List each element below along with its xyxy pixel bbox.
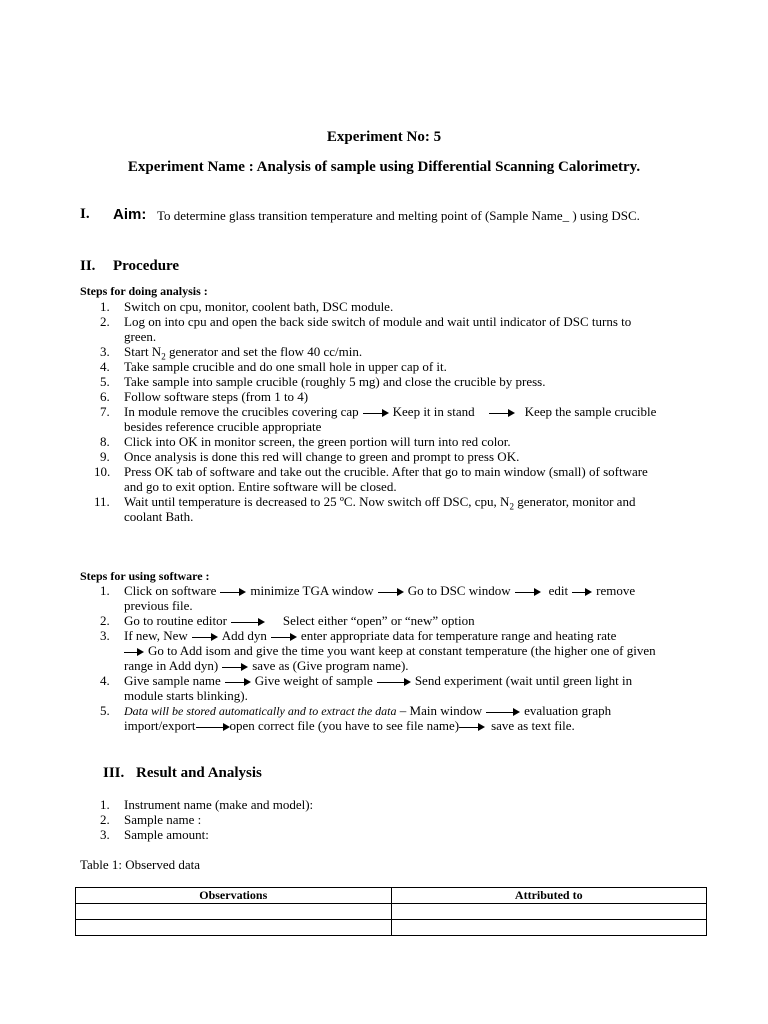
list-number: 5.: [100, 703, 110, 718]
list-number: 11.: [94, 494, 110, 509]
table-cell[interactable]: [76, 904, 392, 920]
analysis-step-6: Follow software steps (from 1 to 4): [124, 389, 309, 404]
software-step-2: [124, 613, 475, 628]
aim-text: To determine glass transition temperature and melting point of (Sample Name_ ) using DSC.: [157, 208, 640, 223]
step-text: Start N: [124, 344, 162, 359]
analysis-step-2: Log on into cpu and open the back side switch of module and wait until indicator of DSC turns to: [124, 314, 632, 329]
step-text: Go to routine editor: [124, 613, 227, 628]
step-text: Wait until temperature is decreased to 25 ºC. Now switch off DSC, cpu, N: [124, 494, 510, 509]
right-arrow-icon: [459, 723, 485, 731]
right-arrow-icon: [124, 648, 144, 656]
right-arrow-icon: [231, 618, 265, 626]
step-text-italic: Data will be stored automatically and to extract the data: [124, 704, 397, 718]
right-arrow-icon: [196, 723, 230, 731]
analysis-step-11-cont: coolant Bath.: [124, 509, 194, 524]
right-arrow-icon: [377, 678, 411, 686]
analysis-step-7: [124, 404, 656, 419]
step-text: enter appropriate data for temperature range and heating rate: [300, 628, 617, 643]
result-item-instrument: Instrument name (make and model):: [124, 797, 314, 812]
analysis-step-2-cont: green.: [124, 329, 157, 344]
software-step-5: [124, 703, 611, 719]
right-arrow-icon: [192, 633, 218, 641]
software-step-4-cont: module starts blinking).: [124, 688, 248, 703]
analysis-heading: Steps for doing analysis :: [80, 284, 208, 298]
right-arrow-icon: [515, 588, 541, 596]
subscript: 2: [161, 351, 166, 362]
list-number: 6.: [100, 389, 110, 404]
step-text: Give sample name: [124, 673, 221, 688]
right-arrow-icon: [378, 588, 404, 596]
step-text: edit: [548, 583, 569, 598]
step-text: Keep the sample crucible: [524, 404, 657, 419]
table-header-row: [76, 888, 707, 904]
right-arrow-icon: [220, 588, 246, 596]
step-text: save as (Give program name).: [252, 658, 409, 673]
list-number: 5.: [100, 374, 110, 389]
step-text: import/export: [124, 718, 196, 733]
table-caption: Table 1: Observed data: [80, 857, 201, 872]
right-arrow-icon: [225, 678, 251, 686]
list-number: 9.: [100, 449, 110, 464]
right-arrow-icon: [222, 663, 248, 671]
software-step-3: [124, 628, 616, 643]
column-header-observations: Observations: [76, 888, 392, 904]
analysis-step-10-cont: and go to exit option. Entire software will be closed.: [124, 479, 397, 494]
right-arrow-icon: [271, 633, 297, 641]
subscript: 2: [509, 501, 514, 512]
step-text: Click on software: [124, 583, 217, 598]
result-item-sample-name: Sample name :: [124, 812, 202, 827]
analysis-step-4: Take sample crucible and do one small hole in upper cap of it.: [124, 359, 447, 374]
procedure-numeral: II.: [80, 258, 96, 274]
list-number: 3.: [100, 344, 110, 359]
step-text: minimize TGA window: [250, 583, 374, 598]
list-number: 4.: [100, 359, 110, 374]
result-numeral: III.: [103, 765, 125, 781]
list-number: 2.: [100, 613, 110, 628]
list-number: 2.: [100, 314, 110, 329]
observed-data-table: [75, 887, 707, 936]
table-row: [76, 904, 707, 920]
analysis-step-8: Click into OK in monitor screen, the green portion will turn into red color.: [124, 434, 511, 449]
step-text: Go to Add isom and give the time you want keep at constant temperature (the higher one of given: [148, 643, 656, 658]
table-row: [76, 920, 707, 936]
list-number: 8.: [100, 434, 110, 449]
aim-numeral: I.: [80, 206, 90, 222]
aim-label: Aim:: [113, 206, 147, 223]
step-text: Select either “open” or “new” option: [282, 613, 475, 628]
analysis-step-5: Take sample into sample crucible (roughly 5 mg) and close the crucible by press.: [124, 374, 546, 389]
software-heading: Steps for using software :: [80, 569, 210, 583]
software-step-3-cont2: [124, 658, 409, 673]
step-text: Give weight of sample: [254, 673, 373, 688]
list-number: 3.: [100, 827, 110, 842]
step-text: open correct file (you have to see file name): [229, 718, 460, 733]
experiment-name: Experiment Name : Analysis of sample using Differential Scanning Calorimetry.: [127, 159, 641, 175]
step-text: remove: [596, 583, 636, 598]
step-text: save as text file.: [491, 718, 575, 733]
list-number: 10.: [94, 464, 111, 479]
analysis-step-9: Once analysis is done this red will change to green and prompt to press OK.: [124, 449, 520, 464]
analysis-step-1: Switch on cpu, monitor, coolent bath, DSC module.: [124, 299, 394, 314]
step-text: Add dyn: [221, 628, 267, 643]
right-arrow-icon: [486, 708, 520, 716]
list-number: 1.: [100, 583, 110, 598]
table-cell[interactable]: [76, 920, 392, 936]
result-title: Result and Analysis: [136, 765, 262, 781]
step-text: generator, monitor and: [513, 494, 636, 509]
software-step-1-cont: previous file.: [124, 598, 193, 613]
table-cell[interactable]: [391, 920, 707, 936]
step-text: – Main window: [396, 703, 483, 718]
right-arrow-icon: [363, 409, 389, 417]
step-text: evaluation graph: [524, 703, 612, 718]
result-item-sample-amount: Sample amount:: [124, 827, 209, 842]
list-number: 3.: [100, 628, 110, 643]
list-number: 1.: [100, 797, 110, 812]
software-step-1: [124, 583, 635, 598]
list-number: 2.: [100, 812, 110, 827]
step-text: If new, New: [124, 628, 188, 643]
analysis-step-11: [124, 494, 635, 515]
software-step-4: [124, 673, 632, 688]
analysis-step-7-cont: besides reference crucible appropriate: [124, 419, 322, 434]
list-number: 7.: [100, 404, 110, 419]
column-header-attributed-to: Attributed to: [391, 888, 707, 904]
right-arrow-icon: [489, 409, 515, 417]
step-text: In module remove the crucibles covering cap: [124, 404, 359, 419]
procedure-title: Procedure: [113, 258, 180, 274]
experiment-number: Experiment No: 5: [326, 129, 442, 145]
step-text: Keep it in stand: [392, 404, 475, 419]
list-number: 1.: [100, 299, 110, 314]
software-step-5-cont: [124, 718, 575, 733]
software-step-3-cont: [124, 643, 656, 658]
step-text: generator and set the flow 40 cc/min.: [165, 344, 363, 359]
step-text: Send experiment (wait until green light in: [414, 673, 633, 688]
right-arrow-icon: [572, 588, 592, 596]
step-text: Go to DSC window: [407, 583, 511, 598]
list-number: 4.: [100, 673, 110, 688]
analysis-step-10: Press OK tab of software and take out the crucible. After that go to main window (small) of software: [124, 464, 648, 479]
table-cell[interactable]: [391, 904, 707, 920]
step-text: range in Add dyn): [124, 658, 219, 673]
